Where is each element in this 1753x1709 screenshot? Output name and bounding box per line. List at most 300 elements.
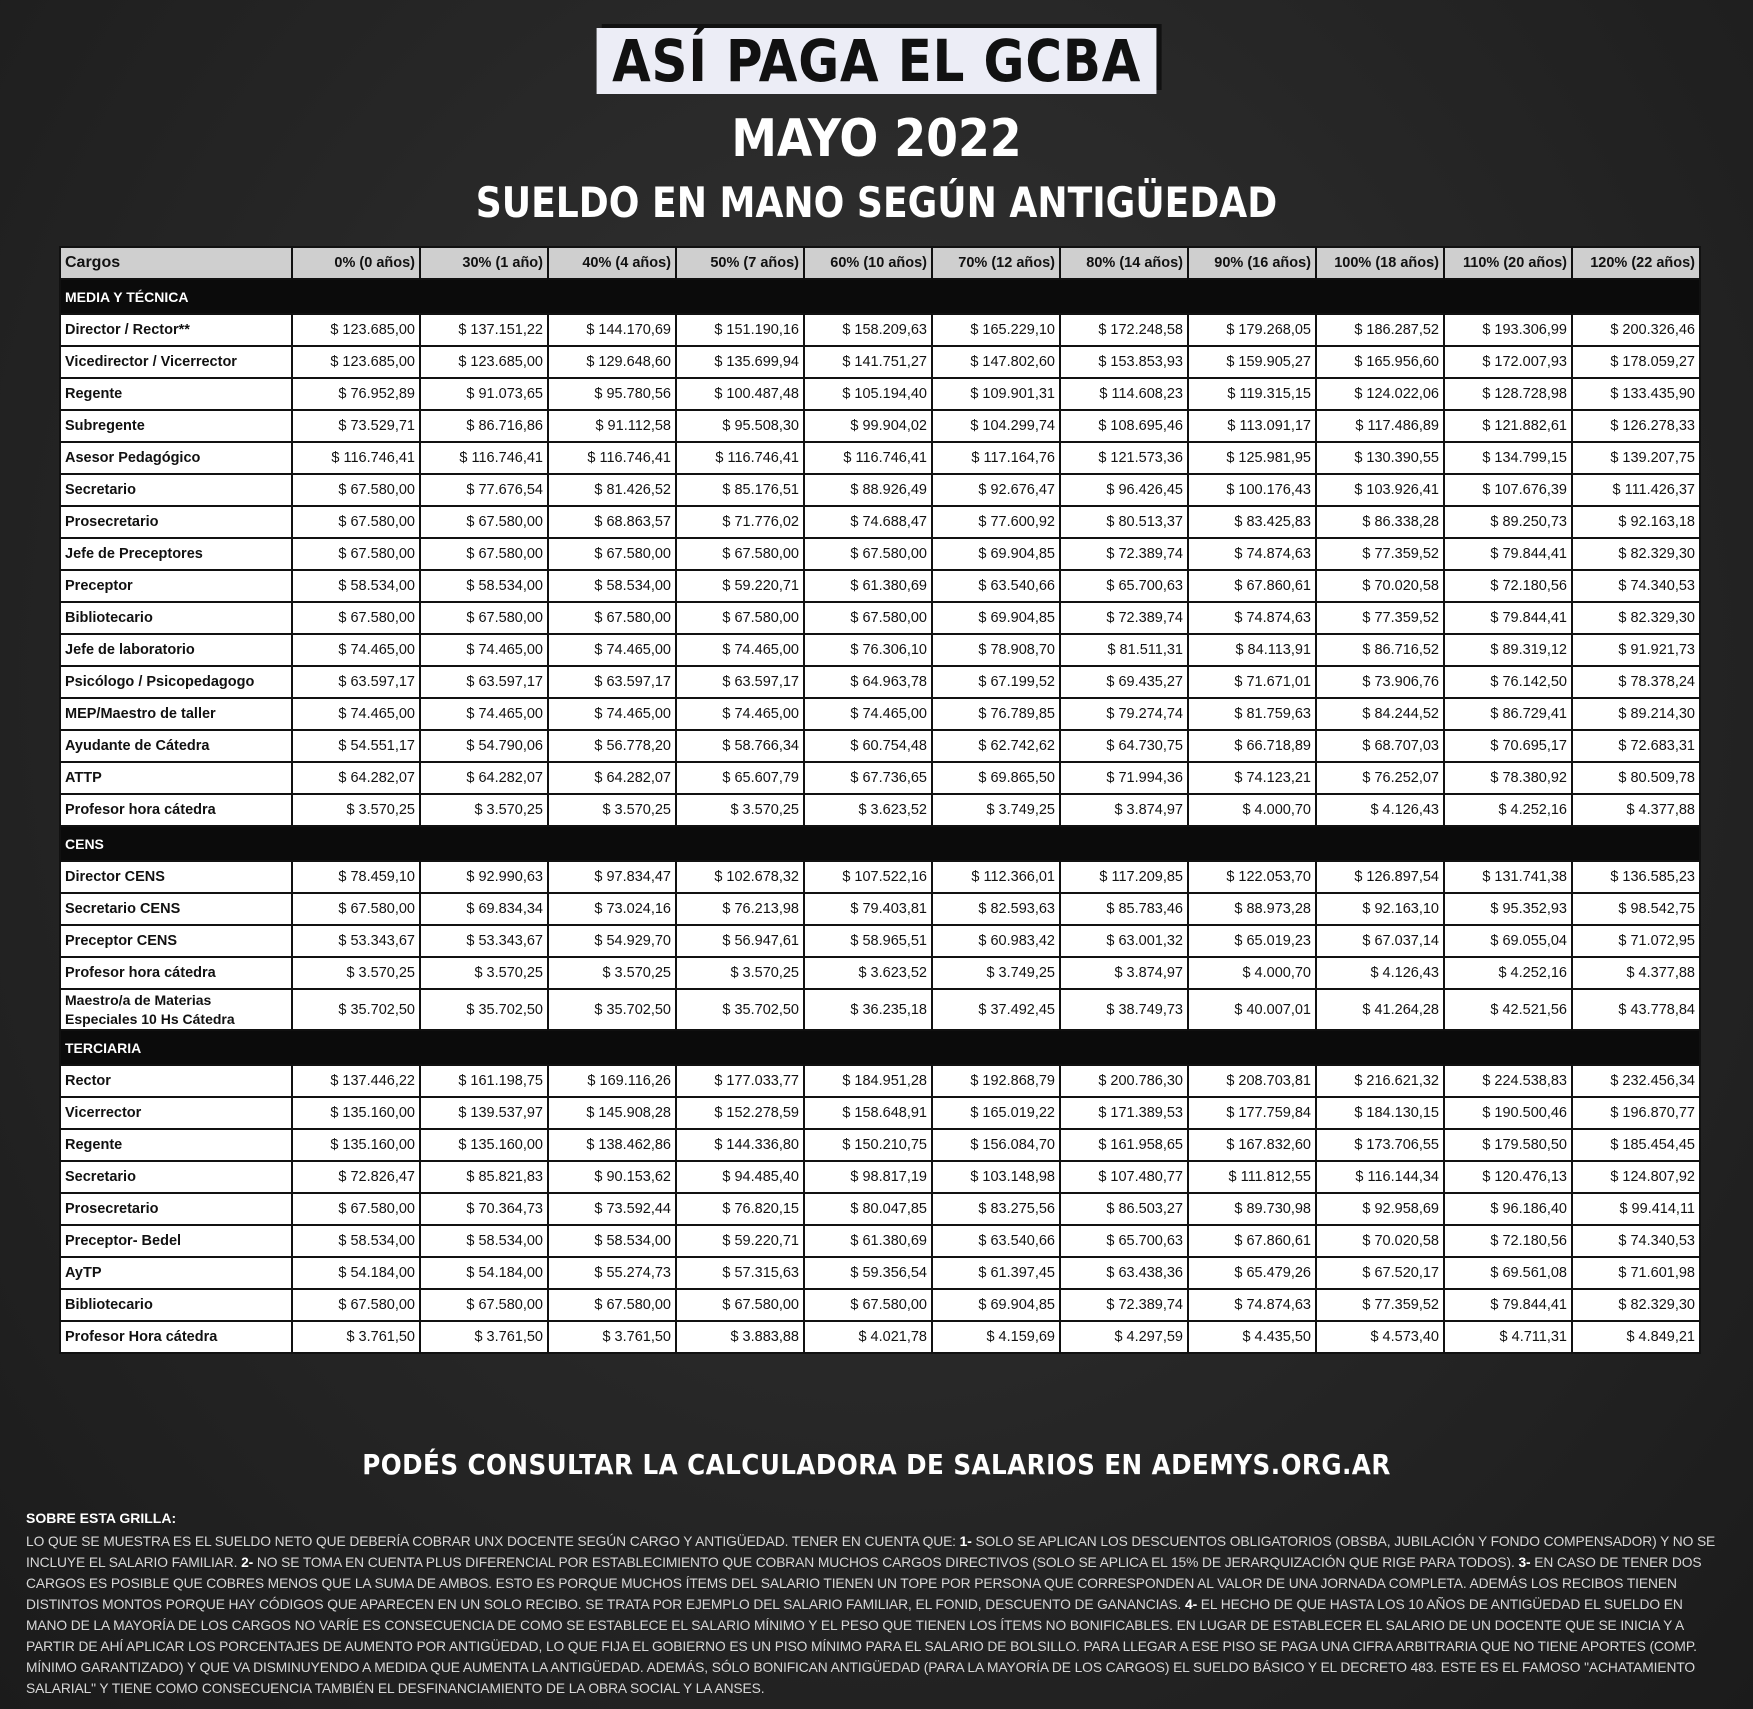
salary-cell: $ 116.746,41 [676, 442, 804, 474]
salary-cell: $ 172.007,93 [1444, 346, 1572, 378]
salary-cell: $ 99.904,02 [804, 410, 932, 442]
salary-cell: $ 40.007,01 [1188, 989, 1316, 1030]
salary-cell: $ 95.352,93 [1444, 893, 1572, 925]
month-title: MAYO 2022 [731, 109, 1022, 169]
salary-cell: $ 61.380,69 [804, 1225, 932, 1257]
salary-cell: $ 173.706,55 [1316, 1129, 1444, 1161]
salary-cell: $ 92.990,63 [420, 861, 548, 893]
salary-cell: $ 68.863,57 [548, 506, 676, 538]
salary-cell: $ 70.695,17 [1444, 730, 1572, 762]
salary-cell: $ 145.908,28 [548, 1097, 676, 1129]
table-row [60, 602, 1700, 634]
salary-cell: $ 3.874,97 [1060, 794, 1188, 826]
salary-cell: $ 3.761,50 [292, 1321, 420, 1353]
salary-cell: $ 67.580,00 [292, 474, 420, 506]
salary-cell: $ 74.465,00 [420, 634, 548, 666]
salary-cell: $ 139.537,97 [420, 1097, 548, 1129]
salary-cell: $ 64.282,07 [548, 762, 676, 794]
calculator-link[interactable]: PODÉS CONSULTAR LA CALCULADORA DE SALARIOS EN ADEMYS.ORG.AR [362, 1448, 1391, 1481]
salary-cell: $ 78.908,70 [932, 634, 1060, 666]
salary-cell: $ 70.020,58 [1316, 1225, 1444, 1257]
salary-cell: $ 61.380,69 [804, 570, 932, 602]
salary-cell: $ 95.508,30 [676, 410, 804, 442]
column-header-cargos: Cargos [60, 247, 292, 279]
salary-cell: $ 216.621,32 [1316, 1065, 1444, 1097]
column-header: 60% (10 años) [804, 247, 932, 279]
salary-cell: $ 67.199,52 [932, 666, 1060, 698]
salary-cell: $ 3.570,25 [548, 957, 676, 989]
salary-cell: $ 4.377,88 [1572, 957, 1700, 989]
column-header: 90% (16 años) [1188, 247, 1316, 279]
salary-cell: $ 109.901,31 [932, 378, 1060, 410]
salary-cell: $ 124.807,92 [1572, 1161, 1700, 1193]
salary-cell: $ 67.580,00 [548, 1289, 676, 1321]
salary-cell: $ 74.340,53 [1572, 570, 1700, 602]
salary-cell: $ 67.580,00 [548, 538, 676, 570]
salary-cell: $ 67.520,17 [1316, 1257, 1444, 1289]
salary-cell: $ 58.965,51 [804, 925, 932, 957]
cargo-cell: Vicedirector / Vicerrector [60, 346, 292, 378]
salary-cell: $ 100.176,43 [1188, 474, 1316, 506]
salary-cell: $ 92.163,10 [1316, 893, 1444, 925]
salary-cell: $ 74.465,00 [292, 634, 420, 666]
salary-cell: $ 4.000,70 [1188, 957, 1316, 989]
salary-cell: $ 42.521,56 [1444, 989, 1572, 1030]
cargo-cell: Rector [60, 1065, 292, 1097]
salary-cell: $ 60.754,48 [804, 730, 932, 762]
salary-cell: $ 4.297,59 [1060, 1321, 1188, 1353]
table-row [60, 1161, 1700, 1193]
salary-cell: $ 107.480,77 [1060, 1161, 1188, 1193]
salary-cell: $ 84.113,91 [1188, 634, 1316, 666]
salary-cell: $ 67.037,14 [1316, 925, 1444, 957]
table-row [60, 1289, 1700, 1321]
salary-cell: $ 4.126,43 [1316, 794, 1444, 826]
salary-cell: $ 80.509,78 [1572, 762, 1700, 794]
salary-cell: $ 92.958,69 [1316, 1193, 1444, 1225]
salary-cell: $ 123.685,00 [420, 346, 548, 378]
salary-cell: $ 80.047,85 [804, 1193, 932, 1225]
salary-cell: $ 152.278,59 [676, 1097, 804, 1129]
notes-heading: SOBRE ESTA GRILLA: [26, 1510, 177, 1526]
notes-body [26, 1531, 1716, 1699]
salary-cell: $ 69.834,34 [420, 893, 548, 925]
salary-cell: $ 121.573,36 [1060, 442, 1188, 474]
salary-cell: $ 78.378,24 [1572, 666, 1700, 698]
salary-cell: $ 116.144,34 [1316, 1161, 1444, 1193]
salary-cell: $ 123.685,00 [292, 314, 420, 346]
salary-cell: $ 151.190,16 [676, 314, 804, 346]
salary-cell: $ 60.983,42 [932, 925, 1060, 957]
salary-cell: $ 111.426,37 [1572, 474, 1700, 506]
table-row [60, 1065, 1700, 1097]
salary-cell: $ 86.503,27 [1060, 1193, 1188, 1225]
salary-cell: $ 116.746,41 [420, 442, 548, 474]
salary-cell: $ 76.213,98 [676, 893, 804, 925]
note-text: EL HECHO DE QUE HASTA LOS 10 AÑOS DE ANTIGÜEDAD EL SUELDO EN MANO DE LA MAYORÍA DE LOS CARGOS NO VARÍE ES CONSECUENCIA DE COMO SE ESTABLECE EL SALARIO MÍNIMO Y EL PESO QUE TIENEN LOS ÍTEMS NO BONIFICABLES. EN LUGAR DE ESTABLECER EL SALARIO DE UN DOCENTE QUE SE INICIA Y A PARTIR DE AHÍ APLICAR LOS PORCENTAJES DE AUMENTO POR ANTIGÜEDAD, LO QUE FIJA EL GOBIERNO ES UN PISO MÍNIMO PARA EL SALARIO DE BOLSILLO. PARA LLEGAR A ESE PISO SE PAGA UNA CIFRA ARBITRARIA QUE NO TIENE APORTES (COMP. MÍNIMO GARANTIZADO) Y QUE VA DISMINUYENDO A MEDIDA QUE AUMENTA LA ANTIGÜEDAD. ADEMÁS, SÓLO BONIFICAN ANTIGÜEDAD (PARA LA MAYORÍA DE LOS CARGOS) EL SUELDO BÁSICO Y EL DECRETO 483. ESTE ES EL FAMOSO "ACHATAMIENTO SALARIAL" Y TIENE COMO CONSECUENCIA TAMBIÉN EL DESFINANCIAMIENTO DE LA OBRA SOCIAL Y LA ANSES. [26, 1597, 1697, 1696]
salary-cell: $ 74.123,21 [1188, 762, 1316, 794]
table-row [60, 346, 1700, 378]
column-header: 30% (1 año) [420, 247, 548, 279]
salary-cell: $ 135.699,94 [676, 346, 804, 378]
cargo-cell: Profesor hora cátedra [60, 957, 292, 989]
salary-cell: $ 84.244,52 [1316, 698, 1444, 730]
salary-cell: $ 74.340,53 [1572, 1225, 1700, 1257]
salary-cell: $ 112.366,01 [932, 861, 1060, 893]
salary-cell: $ 67.580,00 [804, 1289, 932, 1321]
table-row [60, 762, 1700, 794]
salary-cell: $ 116.746,41 [548, 442, 676, 474]
salary-cell: $ 63.597,17 [548, 666, 676, 698]
salary-cell: $ 158.209,63 [804, 314, 932, 346]
salary-cell: $ 58.766,34 [676, 730, 804, 762]
salary-cell: $ 4.377,88 [1572, 794, 1700, 826]
salary-cell: $ 82.593,63 [932, 893, 1060, 925]
section-title: MEDIA Y TÉCNICA [60, 279, 1700, 314]
salary-cell: $ 3.570,25 [420, 794, 548, 826]
salary-cell: $ 208.703,81 [1188, 1065, 1316, 1097]
column-header: 70% (12 años) [932, 247, 1060, 279]
salary-cell: $ 88.926,49 [804, 474, 932, 506]
page-title: ASÍ PAGA EL GCBA [596, 28, 1156, 94]
salary-cell: $ 73.024,16 [548, 893, 676, 925]
salary-cell: $ 107.522,16 [804, 861, 932, 893]
salary-cell: $ 63.597,17 [292, 666, 420, 698]
salary-cell: $ 123.685,00 [292, 346, 420, 378]
cargo-cell: Maestro/a de Materias Especiales 10 Hs Cátedra [60, 989, 292, 1030]
salary-cell: $ 73.592,44 [548, 1193, 676, 1225]
salary-cell: $ 79.844,41 [1444, 538, 1572, 570]
salary-cell: $ 55.274,73 [548, 1257, 676, 1289]
cargo-cell: Regente [60, 1129, 292, 1161]
salary-cell: $ 111.812,55 [1188, 1161, 1316, 1193]
salary-cell: $ 67.860,61 [1188, 570, 1316, 602]
salary-cell: $ 3.761,50 [420, 1321, 548, 1353]
salary-cell: $ 77.676,54 [420, 474, 548, 506]
salary-cell: $ 124.022,06 [1316, 378, 1444, 410]
table-subtitle: SUELDO EN MANO SEGÚN ANTIGÜEDAD [475, 178, 1278, 227]
salary-cell: $ 76.142,50 [1444, 666, 1572, 698]
salary-cell: $ 58.534,00 [548, 1225, 676, 1257]
salary-cell: $ 134.799,15 [1444, 442, 1572, 474]
salary-cell: $ 65.700,63 [1060, 570, 1188, 602]
table-row [60, 538, 1700, 570]
salary-cell: $ 67.580,00 [804, 602, 932, 634]
salary-cell: $ 108.695,46 [1060, 410, 1188, 442]
salary-cell: $ 63.597,17 [420, 666, 548, 698]
salary-cell: $ 116.746,41 [292, 442, 420, 474]
salary-cell: $ 3.623,52 [804, 794, 932, 826]
salary-cell: $ 65.479,26 [1188, 1257, 1316, 1289]
salary-cell: $ 3.883,88 [676, 1321, 804, 1353]
salary-cell: $ 38.749,73 [1060, 989, 1188, 1030]
salary-cell: $ 91.921,73 [1572, 634, 1700, 666]
salary-cell: $ 89.250,73 [1444, 506, 1572, 538]
salary-cell: $ 69.561,08 [1444, 1257, 1572, 1289]
salary-cell: $ 200.326,46 [1572, 314, 1700, 346]
salary-cell: $ 96.186,40 [1444, 1193, 1572, 1225]
cargo-cell: Prosecretario [60, 1193, 292, 1225]
table-row [60, 570, 1700, 602]
salary-cell: $ 147.802,60 [932, 346, 1060, 378]
salary-cell: $ 72.389,74 [1060, 538, 1188, 570]
salary-cell: $ 36.235,18 [804, 989, 932, 1030]
salary-cell: $ 3.570,25 [292, 957, 420, 989]
table-row [60, 893, 1700, 925]
column-header: 0% (0 años) [292, 247, 420, 279]
salary-cell: $ 95.780,56 [548, 378, 676, 410]
salary-cell: $ 74.465,00 [676, 634, 804, 666]
salary-cell: $ 85.176,51 [676, 474, 804, 506]
salary-cell: $ 121.882,61 [1444, 410, 1572, 442]
salary-cell: $ 88.973,28 [1188, 893, 1316, 925]
cargo-cell: Psicólogo / Psicopedagogo [60, 666, 292, 698]
table-row [60, 925, 1700, 957]
column-header: 120% (22 años) [1572, 247, 1700, 279]
salary-cell: $ 54.551,17 [292, 730, 420, 762]
salary-cell: $ 67.580,00 [292, 893, 420, 925]
salary-cell: $ 67.580,00 [292, 506, 420, 538]
salary-cell: $ 3.570,25 [420, 957, 548, 989]
salary-cell: $ 67.580,00 [292, 538, 420, 570]
salary-cell: $ 77.600,92 [932, 506, 1060, 538]
salary-cell: $ 58.534,00 [292, 1225, 420, 1257]
salary-cell: $ 72.180,56 [1444, 1225, 1572, 1257]
salary-cell: $ 179.580,50 [1444, 1129, 1572, 1161]
salary-cell: $ 135.160,00 [292, 1097, 420, 1129]
salary-cell: $ 35.702,50 [548, 989, 676, 1030]
section-title: TERCIARIA [60, 1030, 1700, 1065]
salary-cell: $ 102.678,32 [676, 861, 804, 893]
table-row [60, 474, 1700, 506]
salary-cell: $ 74.874,63 [1188, 602, 1316, 634]
salary-table [59, 246, 1701, 1354]
cargo-cell: Director / Rector** [60, 314, 292, 346]
salary-cell: $ 68.707,03 [1316, 730, 1444, 762]
cargo-cell: Prosecretario [60, 506, 292, 538]
salary-cell: $ 4.711,31 [1444, 1321, 1572, 1353]
salary-cell: $ 99.414,11 [1572, 1193, 1700, 1225]
salary-cell: $ 3.749,25 [932, 957, 1060, 989]
salary-cell: $ 138.462,86 [548, 1129, 676, 1161]
salary-cell: $ 79.844,41 [1444, 1289, 1572, 1321]
section-title: CENS [60, 826, 1700, 861]
salary-cell: $ 83.275,56 [932, 1193, 1060, 1225]
salary-cell: $ 79.274,74 [1060, 698, 1188, 730]
salary-cell: $ 103.926,41 [1316, 474, 1444, 506]
salary-cell: $ 54.184,00 [292, 1257, 420, 1289]
salary-cell: $ 3.570,25 [548, 794, 676, 826]
salary-cell: $ 41.264,28 [1316, 989, 1444, 1030]
salary-cell: $ 63.597,17 [676, 666, 804, 698]
salary-cell: $ 159.905,27 [1188, 346, 1316, 378]
salary-cell: $ 77.359,52 [1316, 1289, 1444, 1321]
salary-cell: $ 165.229,10 [932, 314, 1060, 346]
salary-cell: $ 86.338,28 [1316, 506, 1444, 538]
table-body [60, 279, 1700, 1353]
salary-cell: $ 117.209,85 [1060, 861, 1188, 893]
salary-cell: $ 58.534,00 [420, 570, 548, 602]
salary-cell: $ 90.153,62 [548, 1161, 676, 1193]
salary-cell: $ 4.126,43 [1316, 957, 1444, 989]
salary-cell: $ 57.315,63 [676, 1257, 804, 1289]
salary-cell: $ 3.749,25 [932, 794, 1060, 826]
salary-cell: $ 85.821,83 [420, 1161, 548, 1193]
table-row [60, 794, 1700, 826]
note-number: 3- [1518, 1555, 1531, 1570]
salary-cell: $ 86.716,52 [1316, 634, 1444, 666]
salary-cell: $ 67.736,65 [804, 762, 932, 794]
table-row [60, 410, 1700, 442]
salary-cell: $ 63.001,32 [1060, 925, 1188, 957]
salary-cell: $ 184.951,28 [804, 1065, 932, 1097]
salary-cell: $ 37.492,45 [932, 989, 1060, 1030]
salary-cell: $ 76.252,07 [1316, 762, 1444, 794]
cargo-cell: Preceptor [60, 570, 292, 602]
salary-cell: $ 67.580,00 [292, 1289, 420, 1321]
salary-cell: $ 167.832,60 [1188, 1129, 1316, 1161]
salary-cell: $ 82.329,30 [1572, 1289, 1700, 1321]
cargo-cell: Bibliotecario [60, 1289, 292, 1321]
table-row [60, 634, 1700, 666]
table-row [60, 698, 1700, 730]
salary-cell: $ 98.542,75 [1572, 893, 1700, 925]
salary-cell: $ 94.485,40 [676, 1161, 804, 1193]
salary-cell: $ 178.059,27 [1572, 346, 1700, 378]
salary-cell: $ 74.465,00 [420, 698, 548, 730]
column-header: 40% (4 años) [548, 247, 676, 279]
cargo-cell: Jefe de laboratorio [60, 634, 292, 666]
salary-cell: $ 81.511,31 [1060, 634, 1188, 666]
salary-cell: $ 139.207,75 [1572, 442, 1700, 474]
salary-cell: $ 4.849,21 [1572, 1321, 1700, 1353]
salary-cell: $ 76.306,10 [804, 634, 932, 666]
salary-cell: $ 74.465,00 [548, 698, 676, 730]
salary-cell: $ 67.580,00 [804, 538, 932, 570]
salary-cell: $ 169.116,26 [548, 1065, 676, 1097]
salary-cell: $ 67.580,00 [420, 1289, 548, 1321]
salary-cell: $ 192.868,79 [932, 1065, 1060, 1097]
table-row [60, 1225, 1700, 1257]
salary-cell: $ 91.073,65 [420, 378, 548, 410]
salary-cell: $ 67.580,00 [420, 538, 548, 570]
salary-cell: $ 77.359,52 [1316, 602, 1444, 634]
salary-cell: $ 67.860,61 [1188, 1225, 1316, 1257]
cargo-cell: Regente [60, 378, 292, 410]
note-text: LO QUE SE MUESTRA ES EL SUELDO NETO QUE DEBERÍA COBRAR UNX DOCENTE SEGÚN CARGO Y ANTIGÜEDAD. TENER EN CUENTA QUE: [26, 1534, 960, 1549]
salary-cell: $ 69.435,27 [1060, 666, 1188, 698]
salary-cell: $ 135.160,00 [420, 1129, 548, 1161]
salary-cell: $ 35.702,50 [420, 989, 548, 1030]
salary-cell: $ 97.834,47 [548, 861, 676, 893]
salary-cell: $ 70.020,58 [1316, 570, 1444, 602]
cargo-cell: Preceptor CENS [60, 925, 292, 957]
cargo-cell: Asesor Pedagógico [60, 442, 292, 474]
salary-cell: $ 224.538,83 [1444, 1065, 1572, 1097]
salary-cell: $ 59.220,71 [676, 1225, 804, 1257]
column-header: 50% (7 años) [676, 247, 804, 279]
salary-cell: $ 200.786,30 [1060, 1065, 1188, 1097]
section-row [60, 1030, 1700, 1065]
column-header: 80% (14 años) [1060, 247, 1188, 279]
salary-cell: $ 74.688,47 [804, 506, 932, 538]
salary-cell: $ 153.853,93 [1060, 346, 1188, 378]
salary-cell: $ 196.870,77 [1572, 1097, 1700, 1129]
cargo-cell: Jefe de Preceptores [60, 538, 292, 570]
salary-cell: $ 81.426,52 [548, 474, 676, 506]
salary-cell: $ 117.486,89 [1316, 410, 1444, 442]
table-row [60, 1193, 1700, 1225]
salary-cell: $ 67.580,00 [676, 1289, 804, 1321]
salary-cell: $ 69.904,85 [932, 538, 1060, 570]
table-row [60, 1129, 1700, 1161]
salary-cell: $ 89.319,12 [1444, 634, 1572, 666]
salary-cell: $ 125.981,95 [1188, 442, 1316, 474]
salary-cell: $ 137.151,22 [420, 314, 548, 346]
salary-cell: $ 64.282,07 [420, 762, 548, 794]
salary-cell: $ 91.112,58 [548, 410, 676, 442]
salary-cell: $ 85.783,46 [1060, 893, 1188, 925]
cargo-cell: Profesor hora cátedra [60, 794, 292, 826]
salary-cell: $ 81.759,63 [1188, 698, 1316, 730]
salary-cell: $ 3.874,97 [1060, 957, 1188, 989]
salary-cell: $ 86.716,86 [420, 410, 548, 442]
salary-cell: $ 54.790,06 [420, 730, 548, 762]
salary-cell: $ 67.580,00 [548, 602, 676, 634]
salary-cell: $ 3.570,25 [292, 794, 420, 826]
salary-cell: $ 4.435,50 [1188, 1321, 1316, 1353]
salary-cell: $ 3.623,52 [804, 957, 932, 989]
salary-cell: $ 79.844,41 [1444, 602, 1572, 634]
cargo-cell: AyTP [60, 1257, 292, 1289]
salary-cell: $ 177.033,77 [676, 1065, 804, 1097]
salary-cell: $ 64.730,75 [1060, 730, 1188, 762]
salary-cell: $ 4.021,78 [804, 1321, 932, 1353]
salary-cell: $ 63.540,66 [932, 1225, 1060, 1257]
salary-cell: $ 128.728,98 [1444, 378, 1572, 410]
salary-cell: $ 61.397,45 [932, 1257, 1060, 1289]
salary-cell: $ 53.343,67 [292, 925, 420, 957]
salary-cell: $ 3.570,25 [676, 957, 804, 989]
salary-cell: $ 74.874,63 [1188, 538, 1316, 570]
note-text: SOLO SE APLICAN LOS DESCUENTOS OBLIGATORIOS (OBSBA, JUBILACIÓN Y FONDO COMPENSADOR) Y NO SE INCLUYE EL SALARIO FAMILIAR. [26, 1534, 1716, 1570]
salary-cell: $ 107.676,39 [1444, 474, 1572, 506]
salary-cell: $ 4.159,69 [932, 1321, 1060, 1353]
salary-cell: $ 66.718,89 [1188, 730, 1316, 762]
salary-cell: $ 74.465,00 [804, 698, 932, 730]
salary-cell: $ 74.465,00 [548, 634, 676, 666]
salary-cell: $ 58.534,00 [548, 570, 676, 602]
header-row [60, 247, 1700, 279]
note-number: 2- [241, 1555, 254, 1570]
salary-cell: $ 98.817,19 [804, 1161, 932, 1193]
salary-cell: $ 165.956,60 [1316, 346, 1444, 378]
salary-cell: $ 126.897,54 [1316, 861, 1444, 893]
salary-cell: $ 117.164,76 [932, 442, 1060, 474]
salary-cell: $ 71.994,36 [1060, 762, 1188, 794]
table-row [60, 957, 1700, 989]
salary-cell: $ 77.359,52 [1316, 538, 1444, 570]
salary-cell: $ 83.425,83 [1188, 506, 1316, 538]
salary-cell: $ 74.465,00 [292, 698, 420, 730]
salary-cell: $ 177.759,84 [1188, 1097, 1316, 1129]
salary-cell: $ 35.702,50 [292, 989, 420, 1030]
salary-cell: $ 113.091,17 [1188, 410, 1316, 442]
salary-cell: $ 135.160,00 [292, 1129, 420, 1161]
salary-cell: $ 165.019,22 [932, 1097, 1060, 1129]
salary-cell: $ 104.299,74 [932, 410, 1060, 442]
salary-cell: $ 72.683,31 [1572, 730, 1700, 762]
